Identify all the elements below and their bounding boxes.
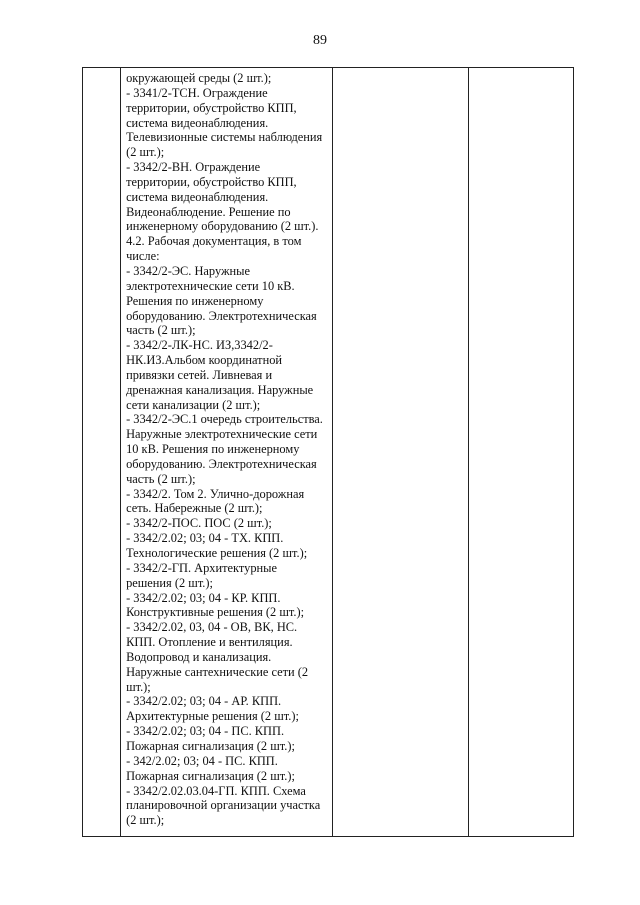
- description-line: - 3342/2.02; 03; 04 - ТХ. КПП.: [126, 531, 284, 546]
- description-line: - 3342/2. Том 2. Улично-дорожная: [126, 486, 305, 501]
- description-line: - 3342/2.02; 03; 04 - АР. КПП.: [126, 694, 282, 709]
- description-line: часть (2 шт.);: [126, 323, 196, 338]
- document-table: [82, 67, 574, 837]
- page-number: 89: [313, 33, 327, 48]
- description-line: территории, обустройство КПП,: [126, 174, 297, 189]
- description-text: [121, 68, 332, 828]
- description-line: территории, обустройство КПП,: [126, 100, 297, 115]
- description-line: планировочной организации участка: [126, 798, 321, 813]
- description-line: Наружные сантехнические сети (2: [126, 664, 309, 679]
- description-line: - 3342/2-ЭС. Наружные: [126, 263, 250, 278]
- description-line: Телевизионные системы наблюдения: [126, 130, 323, 145]
- description-line: Технологические решения (2 шт.);: [126, 546, 308, 560]
- description-line: дренажная канализация. Наружные: [126, 382, 314, 397]
- description-line: (2 шт.);: [126, 813, 165, 828]
- description-line: - 3342/2.02, 03, 04 - ОВ, ВК, НС.: [126, 620, 298, 635]
- description-line: числе:: [126, 249, 160, 264]
- number-cell: [83, 68, 121, 837]
- description-line: - 3342/2-ЭС.1 очередь строительства.: [126, 412, 323, 427]
- description-line: КПП. Отопление и вентиляция.: [126, 635, 293, 650]
- description-line: система видеонаблюдения.: [126, 189, 269, 204]
- description-line: шт.);: [126, 679, 151, 694]
- description-line: привязки сетей. Ливневая и: [126, 367, 273, 382]
- description-line: решения (2 шт.);: [126, 575, 213, 590]
- description-line: - 3342/2-ГП. Архитектурные: [126, 560, 277, 575]
- description-line: Водопровод и канализация.: [126, 649, 272, 664]
- description-line: Видеонаблюдение. Решение по: [126, 204, 291, 219]
- description-line: сети канализации (2 шт.);: [126, 397, 261, 412]
- description-line: часть (2 шт.);: [126, 471, 196, 486]
- description-line: Пожарная сигнализация (2 шт.);: [126, 738, 295, 753]
- description-line: - 3342/2.02.03.04-ГП. КПП. Схема: [126, 783, 306, 798]
- description-line: 10 кВ. Решения по инженерному: [126, 442, 300, 457]
- description-line: - 3342/2-ЛК-НС. ИЗ,3342/2-: [126, 338, 273, 353]
- description-line: Пожарная сигнализация (2 шт.);: [126, 768, 295, 783]
- description-line: НК.ИЗ.Альбом координатной: [126, 353, 283, 368]
- description-line: Архитектурные решения (2 шт.);: [126, 709, 299, 724]
- description-line: - 3341/2-ТСН. Ограждение: [126, 85, 268, 100]
- description-line: инженерному оборудованию (2 шт.).: [126, 219, 319, 234]
- description-line: система видеонаблюдения.: [126, 115, 269, 130]
- description-line: электротехнические сети 10 кВ.: [126, 278, 295, 293]
- description-line: оборудованию. Электротехническая: [126, 308, 317, 323]
- description-line: - 3342/2.02; 03; 04 - ПС. КПП.: [126, 724, 285, 739]
- description-line: Конструктивные решения (2 шт.);: [126, 605, 305, 620]
- description-line: - 3342/2.02; 03; 04 - КР. КПП.: [126, 590, 281, 605]
- description-line: - 3342/2-ПОС. ПОС (2 шт.);: [126, 516, 272, 531]
- description-line: сеть. Набережные (2 шт.);: [126, 501, 263, 516]
- description-line: окружающей среды (2 шт.);: [126, 71, 272, 85]
- description-line: оборудованию. Электротехническая: [126, 456, 317, 471]
- description-line: Наружные электротехнические сети: [126, 427, 318, 442]
- description-cell: [121, 68, 333, 837]
- description-line: 4.2. Рабочая документация, в том: [126, 234, 302, 249]
- description-line: (2 шт.);: [126, 145, 165, 160]
- description-line: Решения по инженерному: [126, 293, 264, 308]
- table-row: [83, 68, 574, 837]
- column4-cell: [468, 68, 573, 837]
- column3-cell: [333, 68, 468, 837]
- description-line: - 3342/2-ВН. Ограждение: [126, 160, 261, 175]
- description-line: - 342/2.02; 03; 04 - ПС. КПП.: [126, 753, 278, 768]
